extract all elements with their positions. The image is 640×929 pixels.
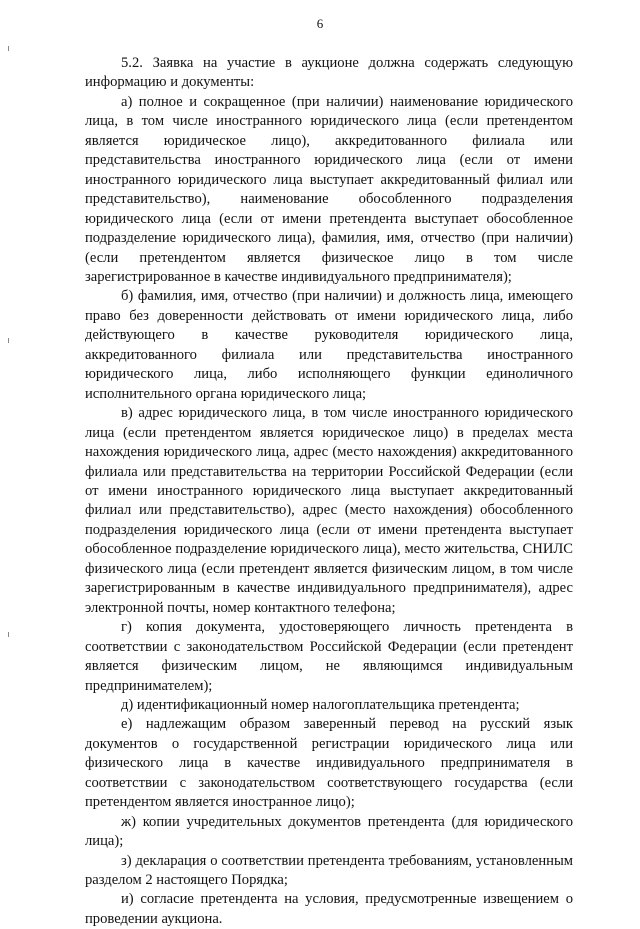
binding-mark: [8, 338, 9, 343]
paragraph-5-2: 5.2. Заявка на участие в аукционе должна содержать следующую информацию и документы:: [85, 55, 573, 91]
paragraph-e: е) надлежащим образом заверенный перевод на русский язык документов о государственной регистрации юридического лица или физического лица в качестве индивидуального предпринимателя в соответствии с законодательством соответствующего государства (если претендентом является иностранное лицо);: [85, 716, 573, 811]
paragraph-z: з) декларация о соответствии претендента требованиям, установленным разделом 2 настоящего Порядка;: [85, 852, 573, 889]
document-body: [85, 54, 573, 929]
binding-mark: [8, 632, 9, 637]
paragraph-zh: ж) копии учредительных документов претендента (для юридического лица);: [85, 813, 573, 850]
page-number: 6: [316, 16, 324, 31]
paragraph-a: а) полное и сокращенное (при наличии) наименование юридического лица, в том числе иностранного юридического лица (если претендентом является юридическое лицо), аккредитованного филиала или представительства иностранного юридического лица (если от имени иностранного юридического лица выступает аккредитованный филиал или представительство), наименование обособленного подразделения юридического лица (если от имени претендента выступает обособленное подразделение юридического лица), фамилия, имя, отчество (при наличии) (если претендентом является физическое лицо в том числе зарегистрированное в качестве индивидуального предпринимателя);: [85, 93, 573, 285]
paragraph-d: д) идентификационный номер налогоплательщика претендента;: [121, 696, 520, 713]
paragraph-i: и) согласие претендента на условия, предусмотренные извещением о проведении аукциона.: [85, 891, 573, 927]
binding-mark: [8, 46, 9, 51]
paragraph-g: г) копия документа, удостоверяющего личность претендента в соответствии с законодательством Российской Федерации (если претендент является физическим лицом, не являющимся индивидуальным предпринимателем);: [85, 619, 573, 694]
paragraph-b: б) фамилия, имя, отчество (при наличии) и должность лица, имеющего право без доверенности действовать от имени юридического лица, либо действующего в качестве руководителя юридического лица, аккредитованного филиала или представительства иностранного юридического лица, либо исполняющего функции единоличного исполнительного органа юридического лица;: [85, 288, 573, 402]
paragraph-v: в) адрес юридического лица, в том числе иностранного юридического лица (если претендентом является юридическое лицо) в пределах места нахождения юридического лица, адрес (место нахождения) аккредитованного филиала или представительства на территории Российской Федерации (если от имени иностранного юридического лица выступает аккредитованный филиал или представительство), адрес (место нахождения) обособленного подразделения юридического лица (если от имени претендента выступает обособленное подразделение юридического лица), место жительства, СНИЛС физического лица (если претендент является физическим лицом, в том числе зарегистрированным в качестве индивидуального предпринимателя), адрес электронной почты, номер контактного телефона;: [85, 405, 573, 616]
